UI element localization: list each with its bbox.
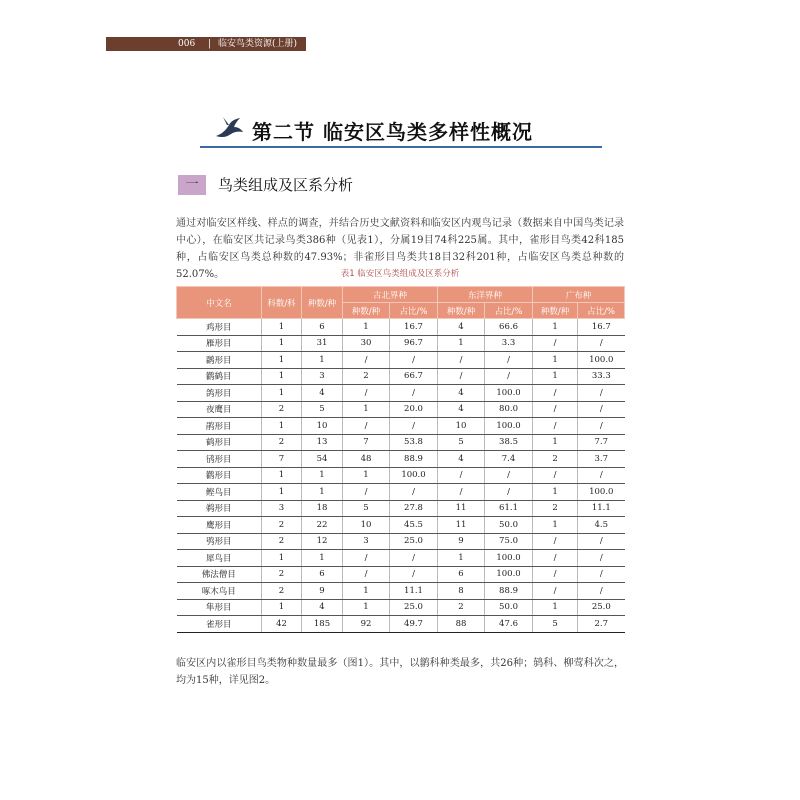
table-cell: 9 (302, 583, 343, 600)
table-row (177, 566, 625, 583)
table-cell: / (533, 401, 578, 418)
table-cell: 1 (262, 418, 302, 435)
table-cell: 25.0 (578, 599, 625, 616)
table-cell: 5 (343, 500, 390, 517)
table-cell: / (533, 550, 578, 567)
table-row (177, 352, 625, 369)
table-cell: 5 (302, 401, 343, 418)
table-cell: 30 (343, 335, 390, 352)
table-cell: 4 (438, 319, 485, 336)
table-cell: 42 (262, 616, 302, 633)
table-cell: 92 (343, 616, 390, 633)
table-row (177, 517, 625, 534)
table-cell: / (485, 352, 533, 369)
table-cell: / (438, 484, 485, 501)
subheader-percent: 占比/% (390, 303, 438, 319)
order-name-cell: 雀形目 (177, 616, 262, 633)
table-cell: / (343, 352, 390, 369)
table-cell: 1 (533, 368, 578, 385)
table-cell: 1 (343, 583, 390, 600)
table-cell: / (533, 467, 578, 484)
col-header-name: 中文名 (177, 287, 262, 319)
table-cell: 6 (438, 566, 485, 583)
table-cell: 2 (438, 599, 485, 616)
table-cell: 80.0 (485, 401, 533, 418)
table-cell: 1 (262, 550, 302, 567)
order-name-cell: 鹰形目 (177, 517, 262, 534)
table-row (177, 550, 625, 567)
table-cell: 3 (262, 500, 302, 517)
table-cell: 100.0 (578, 484, 625, 501)
table-cell: 20.0 (390, 401, 438, 418)
table-cell: 185 (302, 616, 343, 633)
table-cell: / (343, 484, 390, 501)
table-cell: / (578, 385, 625, 402)
order-name-cell: 鹈形目 (177, 500, 262, 517)
table-cell: 4.5 (578, 517, 625, 534)
table-cell: / (578, 467, 625, 484)
order-name-cell: 雁形目 (177, 335, 262, 352)
table-cell: 1 (533, 599, 578, 616)
table-cell: 66.7 (390, 368, 438, 385)
table-cell: / (343, 550, 390, 567)
table-cell: 2 (343, 368, 390, 385)
table-cell: / (390, 352, 438, 369)
section-title: 第二节 临安区鸟类多样性概况 (252, 120, 533, 144)
table-cell: 2 (533, 500, 578, 517)
table-row (177, 335, 625, 352)
table-cell: 100.0 (485, 550, 533, 567)
subheader-count: 种数/种 (533, 303, 578, 319)
col-header-families: 科数/科 (262, 287, 302, 319)
table-cell: 2 (262, 434, 302, 451)
table-cell: 1 (533, 319, 578, 336)
table-cell: 4 (302, 599, 343, 616)
table-cell: 88 (438, 616, 485, 633)
table-cell: 2.7 (578, 616, 625, 633)
subheader-count: 种数/种 (438, 303, 485, 319)
table-cell: 38.5 (485, 434, 533, 451)
subheader-percent: 占比/% (485, 303, 533, 319)
table-cell: 12 (302, 533, 343, 550)
table-cell: 1 (262, 467, 302, 484)
table-cell: 4 (302, 385, 343, 402)
order-name-cell: 佛法僧目 (177, 566, 262, 583)
table-cell: / (578, 566, 625, 583)
table-row (177, 434, 625, 451)
table-cell: / (485, 467, 533, 484)
table-row (177, 319, 625, 336)
table-cell: 1 (262, 385, 302, 402)
table-cell: / (485, 368, 533, 385)
table-cell: 4 (438, 451, 485, 468)
table-cell: 5 (438, 434, 485, 451)
table-cell: / (578, 335, 625, 352)
table-cell: 7.7 (578, 434, 625, 451)
table-cell: 33.3 (578, 368, 625, 385)
col-header-palearctic: 古北界种 (343, 287, 438, 303)
table-cell: / (578, 401, 625, 418)
table-cell: 45.5 (390, 517, 438, 534)
table-cell: / (578, 583, 625, 600)
table-cell: 4 (438, 385, 485, 402)
table-row (177, 385, 625, 402)
table-cell: / (533, 583, 578, 600)
table-cell: 6 (302, 566, 343, 583)
table-row (177, 500, 625, 517)
book-title: 临安鸟类资源(上册) (218, 39, 298, 49)
table-cell: 1 (533, 434, 578, 451)
subsection-number: 一 (178, 175, 206, 195)
table-cell: 100.0 (485, 566, 533, 583)
table-row (177, 616, 625, 633)
subsection-title: 鸟类组成及区系分析 (218, 176, 354, 194)
table-cell: 100.0 (578, 352, 625, 369)
table-cell: 49.7 (390, 616, 438, 633)
table-cell: 47.6 (485, 616, 533, 633)
order-name-cell: 鸮形目 (177, 533, 262, 550)
table-cell: / (390, 550, 438, 567)
table-cell: 1 (262, 599, 302, 616)
bird-composition-table (176, 286, 625, 633)
order-name-cell: 䴙形目 (177, 352, 262, 369)
order-name-cell: 鹃形目 (177, 418, 262, 435)
order-name-cell: 夜鹰目 (177, 401, 262, 418)
table-cell: 50.0 (485, 599, 533, 616)
table-cell: 11.1 (578, 500, 625, 517)
table-cell: 1 (343, 599, 390, 616)
table-cell: / (390, 566, 438, 583)
table-cell: / (438, 368, 485, 385)
table-cell: 1 (533, 352, 578, 369)
table-cell: 61.1 (485, 500, 533, 517)
heading-rule (200, 146, 602, 148)
order-name-cell: 鹳鹤目 (177, 368, 262, 385)
table-row (177, 467, 625, 484)
table-cell: / (390, 484, 438, 501)
table-cell: 25.0 (390, 533, 438, 550)
header-separator: | (208, 39, 212, 49)
table-body (177, 319, 625, 633)
table-cell: / (578, 418, 625, 435)
table-cell: 1 (262, 319, 302, 336)
table-row (177, 533, 625, 550)
table-cell: 96.7 (390, 335, 438, 352)
table-cell: 1 (262, 484, 302, 501)
col-header-oriental: 东洋界种 (438, 287, 533, 303)
table-cell: 3.3 (485, 335, 533, 352)
table-cell: 7.4 (485, 451, 533, 468)
table-cell: / (343, 418, 390, 435)
table-cell: 6 (302, 319, 343, 336)
table-cell: 2 (262, 401, 302, 418)
table-cell: / (390, 385, 438, 402)
table-cell: 16.7 (390, 319, 438, 336)
table-cell: 11 (438, 517, 485, 534)
running-header (106, 37, 306, 51)
body-paragraph: 通过对临安区样线、样点的调查，并结合历史文献资料和临安区内观鸟记录（数据来自中国鸟类记录中心），在临安区共记录鸟类386种（见表1），分属19目74科225属。其中，雀形目鸟类42科185种，占临安区鸟类总种数的47.93%；非雀形目鸟类共18目32科201种，占临安区鸟类总种数的52.07%。 (176, 218, 624, 280)
table-cell: 75.0 (485, 533, 533, 550)
table-cell: 18 (302, 500, 343, 517)
order-name-cell: 犀鸟目 (177, 550, 262, 567)
table-cell: 10 (302, 418, 343, 435)
table-cell: 2 (262, 517, 302, 534)
col-header-species: 种数/种 (302, 287, 343, 319)
table-cell: 25.0 (390, 599, 438, 616)
table-cell: / (485, 484, 533, 501)
table-cell: 66.6 (485, 319, 533, 336)
table-cell: 1 (343, 467, 390, 484)
table-cell: 53.8 (390, 434, 438, 451)
table-row (177, 484, 625, 501)
table-cell: 2 (262, 583, 302, 600)
table-cell: 11 (438, 500, 485, 517)
order-name-cell: 隼形目 (177, 599, 262, 616)
table-cell: 22 (302, 517, 343, 534)
table-cell: 3.7 (578, 451, 625, 468)
subheader-percent: 占比/% (578, 303, 625, 319)
table-cell: 100.0 (390, 467, 438, 484)
table-cell: / (343, 385, 390, 402)
table-cell: 100.0 (485, 418, 533, 435)
table-caption: 表1 临安区鸟类组成及区系分析 (340, 269, 460, 279)
table-cell: 10 (343, 517, 390, 534)
order-name-cell: 鹳形目 (177, 467, 262, 484)
table-cell: 1 (343, 319, 390, 336)
table-cell: 2 (262, 533, 302, 550)
table-cell: / (533, 335, 578, 352)
order-name-cell: 鹤形目 (177, 434, 262, 451)
table-cell: 4 (438, 401, 485, 418)
table-cell: 1 (533, 517, 578, 534)
table-cell: 5 (533, 616, 578, 633)
table-row (177, 583, 625, 600)
table-cell: 8 (438, 583, 485, 600)
table-row (177, 401, 625, 418)
page-number: 006 (178, 39, 196, 49)
table-row (177, 418, 625, 435)
table-cell: / (578, 533, 625, 550)
table-row (177, 599, 625, 616)
order-name-cell: 鲣鸟目 (177, 484, 262, 501)
table-cell: 7 (262, 451, 302, 468)
table-cell: / (343, 566, 390, 583)
table-cell: 27.8 (390, 500, 438, 517)
table-cell: / (533, 533, 578, 550)
col-header-widespread: 广布种 (533, 287, 625, 303)
table-cell: 10 (438, 418, 485, 435)
table-cell: / (438, 467, 485, 484)
table-row (177, 368, 625, 385)
table-cell: 1 (302, 352, 343, 369)
table-cell: 11.1 (390, 583, 438, 600)
table-cell: / (533, 385, 578, 402)
table-cell: / (578, 550, 625, 567)
table-cell: 13 (302, 434, 343, 451)
order-name-cell: 鸻形目 (177, 451, 262, 468)
order-name-cell: 鸡形目 (177, 319, 262, 336)
table-cell: 48 (343, 451, 390, 468)
table-cell: 88.9 (485, 583, 533, 600)
table-cell: 3 (343, 533, 390, 550)
table-cell: 1 (302, 550, 343, 567)
table-cell: 2 (262, 566, 302, 583)
order-name-cell: 鸽形目 (177, 385, 262, 402)
table-cell: 1 (262, 335, 302, 352)
table-cell: 16.7 (578, 319, 625, 336)
table-cell: 1 (438, 550, 485, 567)
table-cell: 3 (302, 368, 343, 385)
table-cell: 1 (262, 352, 302, 369)
swallow-bird-icon (214, 116, 244, 142)
table-cell: 9 (438, 533, 485, 550)
table-cell: / (390, 418, 438, 435)
table-cell: 1 (302, 467, 343, 484)
table-cell: 1 (533, 484, 578, 501)
table-cell: 54 (302, 451, 343, 468)
table-cell: 88.9 (390, 451, 438, 468)
table-cell: 31 (302, 335, 343, 352)
table-cell: / (533, 418, 578, 435)
table-cell: / (533, 566, 578, 583)
table-cell: 7 (343, 434, 390, 451)
table-cell: 1 (343, 401, 390, 418)
section-heading (200, 112, 602, 148)
body-paragraph: 临安区内以雀形目鸟类物种数量最多（图1）。其中，以鹟科种类最多，共26种；鸫科、柳莺科次之，均为15种，详见图2。 (176, 658, 624, 686)
table-cell: 1 (262, 368, 302, 385)
table-cell: / (438, 352, 485, 369)
table-row (177, 451, 625, 468)
subheader-count: 种数/种 (343, 303, 390, 319)
table-cell: 1 (438, 335, 485, 352)
order-name-cell: 啄木鸟目 (177, 583, 262, 600)
table-cell: 2 (533, 451, 578, 468)
table-cell: 50.0 (485, 517, 533, 534)
table-cell: 100.0 (485, 385, 533, 402)
table-cell: 1 (302, 484, 343, 501)
